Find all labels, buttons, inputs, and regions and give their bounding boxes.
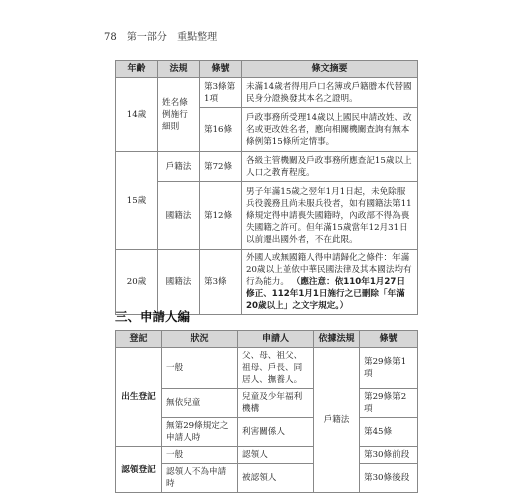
table-row: [116, 182, 418, 250]
col-basis: 依據法規: [314, 331, 360, 348]
summary-cell: 未滿14歲者得用戶口名簿或戶籍謄本代替國民身分證換發其本名之證明。: [242, 78, 418, 108]
article-cell: 第30條前段: [360, 447, 418, 464]
age-cell: 14歲: [116, 78, 158, 152]
section-label: 重點整理: [177, 32, 218, 43]
applicant-table: [115, 330, 418, 493]
article-cell: 第30條後段: [360, 464, 418, 493]
table-header-row: [116, 331, 418, 348]
table-row: [116, 418, 418, 447]
age-law-table: [115, 60, 418, 315]
article-cell: 第29條第2項: [360, 389, 418, 418]
table-row: [116, 389, 418, 418]
applicant-cell: 認領人: [238, 447, 314, 464]
col-age: 年齡: [116, 61, 158, 78]
law-cell: 姓名條例施行細則: [158, 78, 200, 152]
table-row: [116, 152, 418, 182]
registration-cell: 出生登記: [116, 348, 162, 447]
status-cell: 一般: [162, 447, 238, 464]
summary-cell: 戶政事務所受理14歲以上國民申請改姓、改名或更改姓名者，應向相關機關查詢有無本條例第15條所定情事。: [242, 108, 418, 152]
article-cell: 第29條第1項: [360, 348, 418, 389]
col-article: 條號: [360, 331, 418, 348]
article-cell: 第45條: [360, 418, 418, 447]
section-title: 三、申請人編: [115, 309, 191, 324]
col-summary: 條文摘要: [242, 61, 418, 78]
status-cell: 認領人不為申請時: [162, 464, 238, 493]
law-cell: 國籍法: [158, 182, 200, 250]
table-row: [116, 78, 418, 108]
status-cell: 無第29條規定之申請人時: [162, 418, 238, 447]
age-cell: 15歲: [116, 152, 158, 250]
col-article: 條號: [200, 61, 242, 78]
status-cell: 一般: [162, 348, 238, 389]
col-law: 法規: [158, 61, 200, 78]
table-row: [116, 447, 418, 464]
col-applicant: 申請人: [238, 331, 314, 348]
page-number: 78: [104, 32, 117, 43]
amendment-note: （應注意：依110年1月27日修正、112年1月1日施行之已刪除「年滿20歲以上」之文字規定。）: [246, 277, 405, 311]
article-cell: 第72條: [200, 152, 242, 182]
article-cell: 第12條: [200, 182, 242, 250]
age-cell: 20歲: [116, 250, 158, 315]
table-row: [116, 250, 418, 315]
registration-cell: 認領登記: [116, 447, 162, 493]
table-row: [116, 348, 418, 389]
summary-text: 外國人或無國籍人得申請歸化之條件：年滿20歲以上並依中華民國法律及其本國法均有行為能力。: [246, 253, 412, 287]
table-row: [116, 464, 418, 493]
status-cell: 無依兒童: [162, 389, 238, 418]
applicant-cell: 被認領人: [238, 464, 314, 493]
summary-cell: 男子年滿15歲之翌年1月1日起，未免除服兵役義務且尚未服兵役者，如有國籍法第11條規定得申請喪失國籍時，內政部不得為喪失國籍之許可。但年滿15歲當年12月31日以前遷出國外者，不在此限。: [242, 182, 418, 250]
part-label: 第一部分: [126, 32, 167, 43]
article-cell: 第16條: [200, 108, 242, 152]
summary-cell: [242, 250, 418, 315]
article-cell: 第3條第1項: [200, 78, 242, 108]
law-cell: 國籍法: [158, 250, 200, 315]
page-header: [104, 28, 224, 43]
basis-cell: 戶籍法: [314, 348, 360, 493]
col-registration: 登記: [116, 331, 162, 348]
law-cell: 戶籍法: [158, 152, 200, 182]
col-status: 狀況: [162, 331, 238, 348]
applicant-cell: 利害關係人: [238, 418, 314, 447]
summary-cell: 各級主管機關及戶政事務所應查記15歲以上人口之教育程度。: [242, 152, 418, 182]
applicant-cell: 兒童及少年福利機構: [238, 389, 314, 418]
article-cell: 第3條: [200, 250, 242, 315]
table-header-row: [116, 61, 418, 78]
applicant-cell: 父、母、祖父、祖母、戶長、同居人、撫養人。: [238, 348, 314, 389]
